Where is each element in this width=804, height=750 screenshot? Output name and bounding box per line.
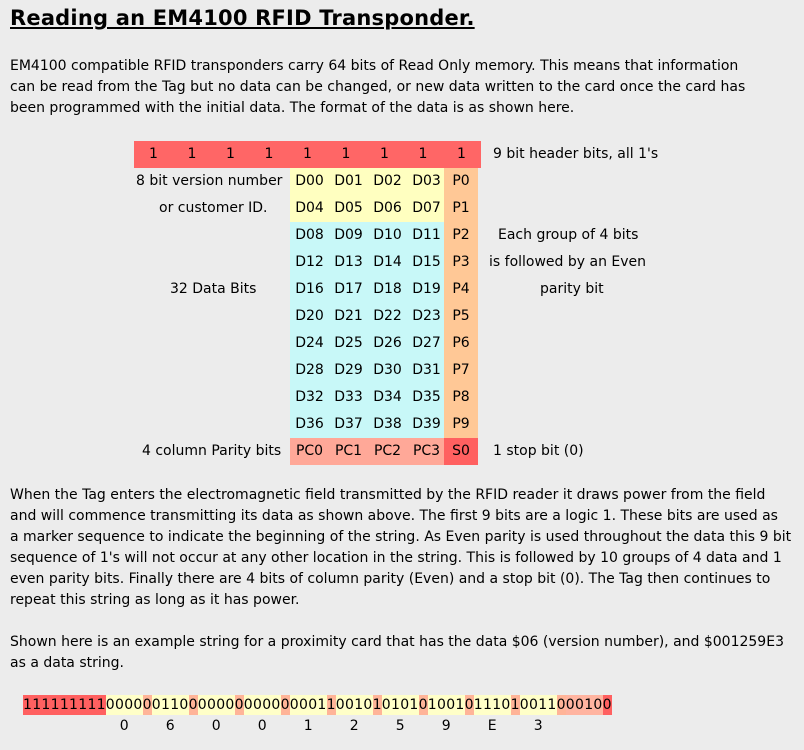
data-bit-cell: D27 xyxy=(407,330,446,357)
explanation-paragraph xyxy=(10,485,790,611)
data-bit-cell: D32 xyxy=(290,384,329,411)
example-parity-bit: 1 xyxy=(510,697,520,713)
intro-paragraph xyxy=(10,56,790,119)
data-bit-cell: D31 xyxy=(407,357,446,384)
row-parity-cell: P0 xyxy=(444,168,478,195)
row-parity-cell: P4 xyxy=(444,276,478,303)
example-parity-bit: 0 xyxy=(464,697,474,713)
data-bit-cell: D19 xyxy=(407,276,446,303)
version-label-2: or customer ID. xyxy=(159,200,268,216)
intro-line: EM4100 compatible RFID transponders carry 64 bits of Read Only memory. This means that information xyxy=(10,58,739,74)
example-parity-bit: 1 xyxy=(372,697,382,713)
row-parity-cell: P3 xyxy=(444,249,478,276)
data-bit-cell: D14 xyxy=(368,249,407,276)
column-parity-cell: PC3 xyxy=(407,438,446,465)
parity-note-3: parity bit xyxy=(540,281,604,297)
data-bit-cell: D30 xyxy=(368,357,407,384)
example-parity-bit: 0 xyxy=(142,697,152,713)
hex-digit-label: 2 xyxy=(349,718,359,734)
header-bit: 1 xyxy=(442,141,481,168)
header-bit: 1 xyxy=(327,141,366,168)
data-bit-cell: D29 xyxy=(329,357,368,384)
example-data-nibble: 0000 xyxy=(197,697,235,713)
hex-digit-label: 0 xyxy=(119,718,129,734)
data-bit-cell: D38 xyxy=(368,411,407,438)
example-data-nibble: 0010 xyxy=(335,697,373,713)
data-bit-cell: D18 xyxy=(368,276,407,303)
data-bit-cell: D01 xyxy=(329,168,368,195)
explanation-line: When the Tag enters the electromagnetic field transmitted by the RFID reader it draws power from the field xyxy=(10,487,766,503)
data-bit-cell: D28 xyxy=(290,357,329,384)
example-data-nibble: 0001 xyxy=(289,697,327,713)
row-parity-cell: P8 xyxy=(444,384,478,411)
header-label: 9 bit header bits, all 1's xyxy=(493,146,659,162)
data-bit-cell: D16 xyxy=(290,276,329,303)
version-label-1: 8 bit version number xyxy=(136,173,283,189)
data-bit-cell: D37 xyxy=(329,411,368,438)
data-bit-cell: D04 xyxy=(290,195,329,222)
explanation-line: a marker sequence to indicate the beginning of the string. As Even parity is used throughout the data this 9 bit xyxy=(10,529,792,545)
explanation-line: repeat this string as long as it has power. xyxy=(10,592,300,608)
data-bit-cell: D03 xyxy=(407,168,446,195)
data-bit-cell: D23 xyxy=(407,303,446,330)
hex-digit-label: 0 xyxy=(257,718,267,734)
row-parity-cell: P7 xyxy=(444,357,478,384)
data-bit-cell: D02 xyxy=(368,168,407,195)
data-bit-cell: D10 xyxy=(368,222,407,249)
example-data-nibble: 0110 xyxy=(151,697,189,713)
example-stop-bit: 0 xyxy=(602,697,612,713)
row-parity-cell: P1 xyxy=(444,195,478,222)
example-parity-bit: 1 xyxy=(326,697,336,713)
example-parity-bit: 0 xyxy=(556,697,566,713)
stop-bit-label: 1 stop bit (0) xyxy=(493,443,584,459)
data-bits-label: 32 Data Bits xyxy=(170,281,257,297)
data-bit-cell: D17 xyxy=(329,276,368,303)
example-data-nibble: 1001 xyxy=(427,697,465,713)
example-column-parity: 0010 xyxy=(565,697,603,713)
hex-digit-label: 9 xyxy=(441,718,451,734)
intro-line: been programmed with the initial data. The format of the data is as shown here. xyxy=(10,100,575,116)
data-bit-cell: D34 xyxy=(368,384,407,411)
data-bit-cell: D07 xyxy=(407,195,446,222)
header-bit: 1 xyxy=(173,141,212,168)
example-parity-bit: 0 xyxy=(280,697,290,713)
data-bit-cell: D25 xyxy=(329,330,368,357)
header-bit: 1 xyxy=(250,141,289,168)
intro-line: can be read from the Tag but no data can be changed, or new data written to the card once the card has xyxy=(10,79,746,95)
example-parity-bit: 0 xyxy=(418,697,428,713)
example-data-nibble: 0000 xyxy=(105,697,143,713)
data-bit-cell: D13 xyxy=(329,249,368,276)
data-bit-cell: D15 xyxy=(407,249,446,276)
parity-note-2: is followed by an Even xyxy=(489,254,647,270)
example-data-nibble: 1110 xyxy=(473,697,511,713)
data-bit-cell: D26 xyxy=(368,330,407,357)
data-bit-cell: D12 xyxy=(290,249,329,276)
data-bit-cell: D11 xyxy=(407,222,446,249)
data-bit-cell: D21 xyxy=(329,303,368,330)
stop-bit-cell: S0 xyxy=(444,438,478,465)
example-parity-bit: 0 xyxy=(234,697,244,713)
explanation-line: even parity bits. Finally there are 4 bits of column parity (Even) and a stop bit (0). The Tag then continues to xyxy=(10,571,771,587)
data-bit-cell: D35 xyxy=(407,384,446,411)
column-parity-cell: PC0 xyxy=(290,438,329,465)
hex-digit-label: 5 xyxy=(395,718,405,734)
hex-digit-label: 3 xyxy=(533,718,543,734)
data-bit-cell: D20 xyxy=(290,303,329,330)
data-bit-cell: D06 xyxy=(368,195,407,222)
data-bit-cell: D05 xyxy=(329,195,368,222)
data-bit-cell: D08 xyxy=(290,222,329,249)
row-parity-cell: P6 xyxy=(444,330,478,357)
example-data-nibble: 0011 xyxy=(519,697,557,713)
data-bit-cell: D24 xyxy=(290,330,329,357)
row-parity-cell: P5 xyxy=(444,303,478,330)
hex-digit-label: 1 xyxy=(303,718,313,734)
hex-digit-label: 6 xyxy=(165,718,175,734)
data-bit-cell: D36 xyxy=(290,411,329,438)
example-line: Shown here is an example string for a proximity card that has the data $06 (version number), and $001259E3 xyxy=(10,634,784,650)
example-line: as a data string. xyxy=(10,655,124,671)
example-header-bits: 111111111 xyxy=(23,697,106,713)
explanation-line: sequence of 1's will not occur at any other location in the string. This is followed by 10 groups of 4 data and 1 xyxy=(10,550,782,566)
row-parity-cell: P2 xyxy=(444,222,478,249)
column-parity-cell: PC1 xyxy=(329,438,368,465)
example-data-nibble: 0000 xyxy=(243,697,281,713)
example-parity-bit: 0 xyxy=(188,697,198,713)
page-title: Reading an EM4100 RFID Transponder. xyxy=(10,6,475,30)
data-bit-cell: D33 xyxy=(329,384,368,411)
column-parity-label: 4 column Parity bits xyxy=(142,443,282,459)
row-parity-cell: P9 xyxy=(444,411,478,438)
data-bit-cell: D09 xyxy=(329,222,368,249)
header-bit: 1 xyxy=(365,141,404,168)
header-bit: 1 xyxy=(134,141,173,168)
example-paragraph xyxy=(10,632,790,674)
example-data-nibble: 0101 xyxy=(381,697,419,713)
data-bit-cell: D00 xyxy=(290,168,329,195)
data-bit-cell: D39 xyxy=(407,411,446,438)
hex-digit-label: E xyxy=(487,718,497,734)
data-bit-cell: D22 xyxy=(368,303,407,330)
explanation-line: and will commence transmitting its data as shown above. The first 9 bits are a logic 1. These bits are used as xyxy=(10,508,778,524)
header-bit: 1 xyxy=(404,141,443,168)
header-bit: 1 xyxy=(288,141,327,168)
parity-note-1: Each group of 4 bits xyxy=(498,227,639,243)
hex-digit-label: 0 xyxy=(211,718,221,734)
column-parity-cell: PC2 xyxy=(368,438,407,465)
header-bit: 1 xyxy=(211,141,250,168)
